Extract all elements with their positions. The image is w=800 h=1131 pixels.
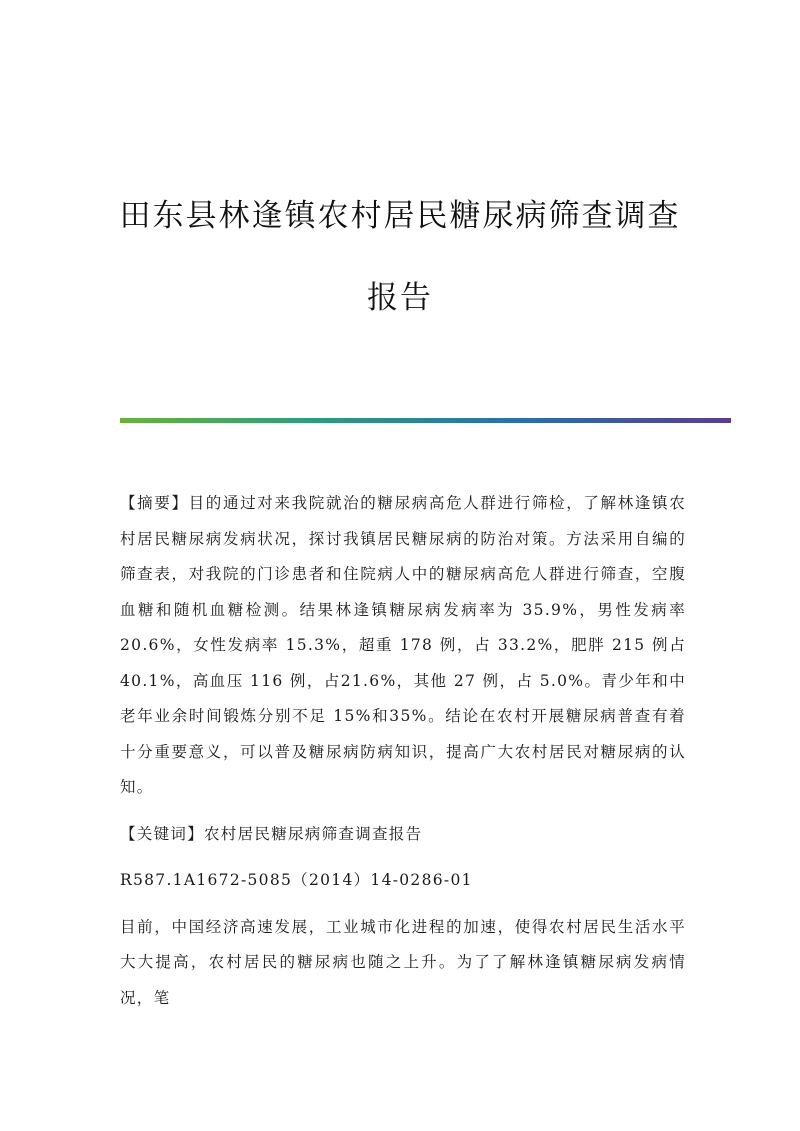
document-body <box>120 486 686 1027</box>
abstract-paragraph: 【摘要】目的通过对来我院就治的糖尿病高危人群进行筛检，了解林逢镇农村居民糖尿病发病状况，探讨我镇居民糖尿病的防治对策。方法采用自编的筛查表，对我院的门诊患者和住院病人中的糖尿病高危人群进行筛查，空腹血糖和随机血糖检测。结果林逢镇糖尿病发病率为 35.9%，男性发病率 20.6%，女性发病率 15.3%，超重 178 例，占 33.2%，肥胖 215 例占 40.1%，高血压 116 例，占21.6%，其他 27 例，占 5.0%。青少年和中老年业余时间锻炼分别不足 15%和35%。结论在农村开展糖尿病普查有着十分重要意义，可以普及糖尿病防病知识，提高广大农村居民对糖尿病的认知。 <box>120 494 686 796</box>
keywords-paragraph: 【关键词】农村居民糖尿病筛查调查报告 <box>120 824 423 843</box>
classification-code: R587.1A1672-5085（2014）14-0286-01 <box>120 871 473 889</box>
document-title-line-2: 报告 <box>367 280 433 316</box>
document-title-line-1: 田东县林逢镇农村居民糖尿病筛查调查 <box>119 198 681 234</box>
intro-paragraph: 目前，中国经济高速发展，工业城市化进程的加速，使得农村居民生活水平大大提高，农村居民的糖尿病也随之上升。为了了解林逢镇糖尿病发病情况，笔 <box>120 917 686 1007</box>
gradient-divider <box>120 418 731 423</box>
